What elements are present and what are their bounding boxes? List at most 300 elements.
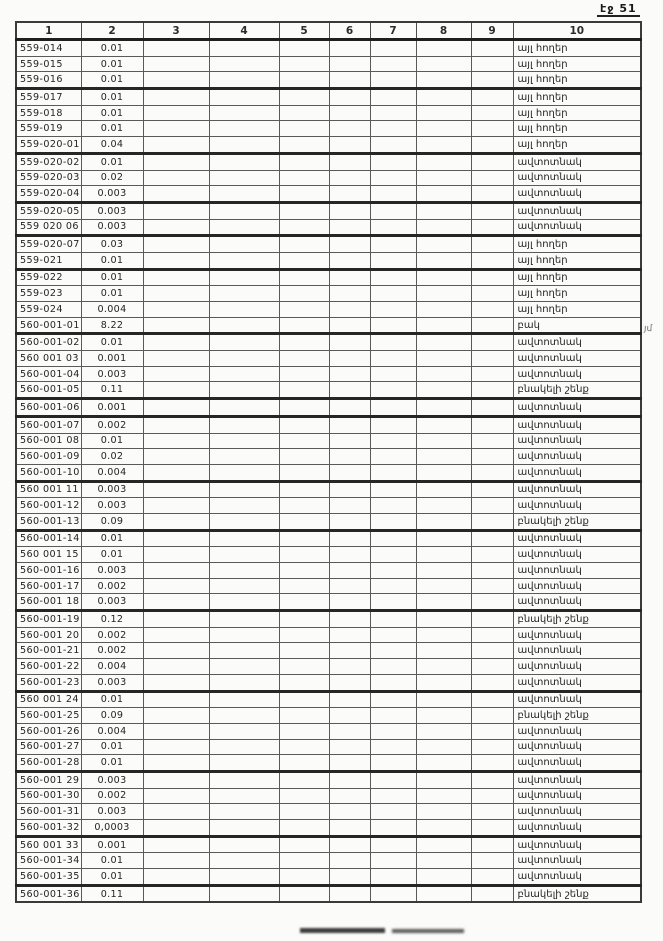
empty-cell	[370, 334, 416, 351]
table-row	[16, 771, 641, 788]
empty-cell	[416, 674, 471, 691]
parcel-code-cell: 560-001-34	[16, 853, 81, 869]
land-use-cell: ավտոտնակ	[513, 498, 641, 514]
empty-cell	[329, 56, 370, 72]
empty-cell	[416, 72, 471, 89]
empty-cell	[370, 317, 416, 334]
column-header-8: 8	[416, 22, 471, 40]
empty-cell	[209, 121, 279, 137]
empty-cell	[471, 643, 513, 659]
empty-cell	[329, 513, 370, 530]
empty-cell	[279, 40, 329, 57]
empty-cell	[329, 399, 370, 417]
empty-cell	[143, 170, 209, 186]
empty-cell	[416, 547, 471, 563]
empty-cell	[209, 739, 279, 755]
empty-cell	[416, 252, 471, 269]
land-use-cell: ավտոտնակ	[513, 739, 641, 755]
empty-cell	[279, 416, 329, 433]
parcel-code-cell: 560 001 11	[16, 481, 81, 498]
empty-cell	[279, 853, 329, 869]
empty-cell	[143, 351, 209, 367]
empty-cell	[471, 755, 513, 772]
empty-cell	[279, 366, 329, 382]
table-row	[16, 317, 641, 334]
empty-cell	[416, 121, 471, 137]
empty-cell	[329, 611, 370, 628]
area-value-cell: 0.02	[81, 449, 143, 465]
area-value-cell: 0.003	[81, 563, 143, 579]
empty-cell	[279, 302, 329, 318]
empty-cell	[209, 416, 279, 433]
parcel-code-cell: 560-001 29	[16, 771, 81, 788]
empty-cell	[329, 286, 370, 302]
land-use-cell: ավտոտնակ	[513, 578, 641, 594]
empty-cell	[143, 885, 209, 902]
table-row	[16, 820, 641, 837]
land-use-cell: բնակելի շենք	[513, 885, 641, 902]
empty-cell	[370, 788, 416, 804]
empty-cell	[279, 643, 329, 659]
empty-cell	[329, 691, 370, 708]
empty-cell	[143, 578, 209, 594]
empty-cell	[416, 351, 471, 367]
empty-cell	[209, 40, 279, 57]
land-use-cell: ավտոտնակ	[513, 804, 641, 820]
parcel-code-cell: 560-001 08	[16, 433, 81, 449]
land-use-cell: ավտոտնակ	[513, 820, 641, 837]
empty-cell	[416, 153, 471, 170]
land-use-cell: ավտոտնակ	[513, 186, 641, 203]
land-use-cell: ավտոտնակ	[513, 219, 641, 236]
column-header-3: 3	[143, 22, 209, 40]
empty-cell	[143, 186, 209, 203]
table-row	[16, 72, 641, 89]
empty-cell	[329, 464, 370, 481]
empty-cell	[143, 530, 209, 547]
empty-cell	[329, 202, 370, 219]
empty-cell	[209, 449, 279, 465]
empty-cell	[329, 121, 370, 137]
empty-cell	[370, 286, 416, 302]
empty-cell	[209, 269, 279, 286]
empty-cell	[143, 643, 209, 659]
empty-cell	[471, 40, 513, 57]
empty-cell	[279, 739, 329, 755]
empty-cell	[416, 382, 471, 399]
empty-cell	[416, 578, 471, 594]
empty-cell	[279, 674, 329, 691]
empty-cell	[209, 89, 279, 106]
empty-cell	[416, 755, 471, 772]
empty-cell	[416, 885, 471, 902]
empty-cell	[416, 563, 471, 579]
parcel-code-cell: 560-001-06	[16, 399, 81, 417]
area-value-cell: 0.001	[81, 399, 143, 417]
empty-cell	[329, 788, 370, 804]
empty-cell	[279, 236, 329, 253]
empty-cell	[143, 804, 209, 820]
empty-cell	[279, 449, 329, 465]
empty-cell	[279, 72, 329, 89]
empty-cell	[209, 433, 279, 449]
empty-cell	[279, 105, 329, 121]
empty-cell	[143, 788, 209, 804]
empty-cell	[279, 804, 329, 820]
empty-cell	[279, 513, 329, 530]
empty-cell	[370, 723, 416, 739]
empty-cell	[143, 659, 209, 675]
empty-cell	[370, 351, 416, 367]
empty-cell	[329, 105, 370, 121]
empty-cell	[370, 40, 416, 57]
empty-cell	[209, 563, 279, 579]
empty-cell	[370, 643, 416, 659]
parcel-code-cell: 559-024	[16, 302, 81, 318]
table-row	[16, 286, 641, 302]
land-use-cell: ավտոտնակ	[513, 627, 641, 643]
empty-cell	[471, 105, 513, 121]
land-use-cell: այլ հողեր	[513, 302, 641, 318]
parcel-code-cell: 560-001-01	[16, 317, 81, 334]
empty-cell	[209, 334, 279, 351]
parcel-code-cell: 559-020-05	[16, 202, 81, 219]
empty-cell	[279, 170, 329, 186]
empty-cell	[143, 611, 209, 628]
empty-cell	[143, 853, 209, 869]
empty-cell	[370, 105, 416, 121]
empty-cell	[471, 302, 513, 318]
column-header-5: 5	[279, 22, 329, 40]
empty-cell	[370, 547, 416, 563]
empty-cell	[279, 578, 329, 594]
empty-cell	[209, 836, 279, 853]
table-row	[16, 121, 641, 137]
parcel-code-cell: 560-001-23	[16, 674, 81, 691]
area-value-cell: 0.01	[81, 869, 143, 886]
table-row	[16, 351, 641, 367]
empty-cell	[370, 739, 416, 755]
table-row	[16, 202, 641, 219]
empty-cell	[416, 869, 471, 886]
empty-cell	[416, 56, 471, 72]
land-use-cell: ավտոտնակ	[513, 788, 641, 804]
parcel-code-cell: 559-014	[16, 40, 81, 57]
empty-cell	[416, 105, 471, 121]
empty-cell	[471, 186, 513, 203]
empty-cell	[329, 449, 370, 465]
empty-cell	[416, 236, 471, 253]
empty-cell	[279, 869, 329, 886]
empty-cell	[279, 885, 329, 902]
empty-cell	[143, 869, 209, 886]
empty-cell	[209, 708, 279, 724]
area-value-cell: 0.002	[81, 627, 143, 643]
empty-cell	[471, 481, 513, 498]
empty-cell	[143, 771, 209, 788]
empty-cell	[329, 153, 370, 170]
empty-cell	[370, 578, 416, 594]
empty-cell	[329, 836, 370, 853]
empty-cell	[279, 788, 329, 804]
empty-cell	[279, 563, 329, 579]
land-use-cell: ավտոտնակ	[513, 366, 641, 382]
empty-cell	[279, 269, 329, 286]
land-use-cell: ավտոտնակ	[513, 723, 641, 739]
empty-cell	[370, 269, 416, 286]
table-row	[16, 399, 641, 417]
parcel-code-cell: 560-001-04	[16, 366, 81, 382]
land-use-cell: բնակելի շենք	[513, 611, 641, 628]
land-use-cell: ավտոտնակ	[513, 836, 641, 853]
empty-cell	[209, 105, 279, 121]
empty-cell	[209, 627, 279, 643]
column-header-7: 7	[370, 22, 416, 40]
empty-cell	[416, 186, 471, 203]
empty-cell	[471, 804, 513, 820]
empty-cell	[279, 317, 329, 334]
empty-cell	[209, 547, 279, 563]
area-value-cell: 0.003	[81, 498, 143, 514]
empty-cell	[416, 853, 471, 869]
empty-cell	[143, 627, 209, 643]
area-value-cell: 0.01	[81, 739, 143, 755]
empty-cell	[471, 885, 513, 902]
empty-cell	[329, 498, 370, 514]
empty-cell	[209, 723, 279, 739]
empty-cell	[143, 498, 209, 514]
land-use-cell: այլ հողեր	[513, 286, 641, 302]
area-value-cell: 0.01	[81, 755, 143, 772]
parcel-code-cell: 560-001-09	[16, 449, 81, 465]
land-use-cell: բնակելի շենք	[513, 382, 641, 399]
empty-cell	[279, 594, 329, 611]
empty-cell	[471, 708, 513, 724]
table-row	[16, 643, 641, 659]
parcel-code-cell: 560-001-32	[16, 820, 81, 837]
empty-cell	[143, 382, 209, 399]
empty-cell	[416, 836, 471, 853]
empty-cell	[329, 563, 370, 579]
area-value-cell: 0.003	[81, 202, 143, 219]
scan-smudge	[392, 929, 464, 933]
empty-cell	[416, 708, 471, 724]
empty-cell	[471, 366, 513, 382]
empty-cell	[279, 334, 329, 351]
table-row	[16, 334, 641, 351]
empty-cell	[471, 449, 513, 465]
empty-cell	[279, 708, 329, 724]
empty-cell	[370, 202, 416, 219]
empty-cell	[209, 481, 279, 498]
empty-cell	[416, 399, 471, 417]
empty-cell	[209, 317, 279, 334]
empty-cell	[416, 804, 471, 820]
parcel-code-cell: 560-001-30	[16, 788, 81, 804]
parcel-code-cell: 559-018	[16, 105, 81, 121]
empty-cell	[471, 547, 513, 563]
parcel-code-cell: 560-001-10	[16, 464, 81, 481]
land-use-cell: ավտոտնակ	[513, 416, 641, 433]
table-row	[16, 89, 641, 106]
empty-cell	[143, 121, 209, 137]
empty-cell	[471, 578, 513, 594]
empty-cell	[279, 56, 329, 72]
empty-cell	[329, 351, 370, 367]
area-value-cell: 0.01	[81, 853, 143, 869]
empty-cell	[279, 351, 329, 367]
empty-cell	[416, 627, 471, 643]
empty-cell	[143, 449, 209, 465]
parcel-code-cell: 559 020 06	[16, 219, 81, 236]
empty-cell	[416, 137, 471, 154]
table-row	[16, 464, 641, 481]
empty-cell	[370, 771, 416, 788]
column-header-9: 9	[471, 22, 513, 40]
parcel-code-cell: 559-022	[16, 269, 81, 286]
parcel-code-cell: 559-017	[16, 89, 81, 106]
empty-cell	[209, 853, 279, 869]
empty-cell	[471, 56, 513, 72]
empty-cell	[416, 723, 471, 739]
empty-cell	[279, 498, 329, 514]
area-value-cell: 0.01	[81, 433, 143, 449]
empty-cell	[370, 302, 416, 318]
empty-cell	[370, 820, 416, 837]
land-use-cell: բնակելի շենք	[513, 708, 641, 724]
empty-cell	[471, 674, 513, 691]
empty-cell	[209, 611, 279, 628]
table-row	[16, 869, 641, 886]
table-row	[16, 236, 641, 253]
empty-cell	[370, 170, 416, 186]
empty-cell	[209, 399, 279, 417]
empty-cell	[471, 170, 513, 186]
area-value-cell: 0.004	[81, 659, 143, 675]
area-value-cell: 0.01	[81, 56, 143, 72]
empty-cell	[416, 481, 471, 498]
parcel-code-cell: 559-020-01	[16, 137, 81, 154]
empty-cell	[471, 153, 513, 170]
table-row	[16, 804, 641, 820]
area-value-cell: 0.09	[81, 708, 143, 724]
table-row	[16, 530, 641, 547]
empty-cell	[279, 836, 329, 853]
table-row	[16, 269, 641, 286]
empty-cell	[209, 137, 279, 154]
area-value-cell: 0.003	[81, 804, 143, 820]
empty-cell	[370, 627, 416, 643]
land-use-cell: ավտոտնակ	[513, 481, 641, 498]
empty-cell	[279, 611, 329, 628]
land-use-cell: ավտոտնակ	[513, 771, 641, 788]
empty-cell	[370, 498, 416, 514]
column-header-2: 2	[81, 22, 143, 40]
table-row	[16, 416, 641, 433]
empty-cell	[209, 594, 279, 611]
table-row	[16, 513, 641, 530]
empty-cell	[329, 869, 370, 886]
area-value-cell: 0.02	[81, 170, 143, 186]
table-row	[16, 449, 641, 465]
empty-cell	[471, 627, 513, 643]
empty-cell	[370, 594, 416, 611]
empty-cell	[370, 433, 416, 449]
area-value-cell: 0.01	[81, 153, 143, 170]
empty-cell	[143, 56, 209, 72]
empty-cell	[329, 885, 370, 902]
parcel-code-cell: 560 001 03	[16, 351, 81, 367]
table-row	[16, 170, 641, 186]
area-value-cell: 0.003	[81, 771, 143, 788]
parcel-code-cell: 560-001 18	[16, 594, 81, 611]
empty-cell	[209, 464, 279, 481]
empty-cell	[416, 739, 471, 755]
parcel-code-cell: 559-016	[16, 72, 81, 89]
empty-cell	[209, 659, 279, 675]
empty-cell	[329, 382, 370, 399]
empty-cell	[416, 659, 471, 675]
empty-cell	[471, 611, 513, 628]
land-use-cell: ավտոտնակ	[513, 170, 641, 186]
empty-cell	[471, 137, 513, 154]
area-value-cell: 0.004	[81, 723, 143, 739]
area-value-cell: 0.002	[81, 788, 143, 804]
area-value-cell: 0.001	[81, 836, 143, 853]
empty-cell	[471, 72, 513, 89]
table-row	[16, 547, 641, 563]
empty-cell	[329, 578, 370, 594]
land-use-cell: ավտոտնակ	[513, 563, 641, 579]
empty-cell	[471, 771, 513, 788]
empty-cell	[209, 788, 279, 804]
land-use-cell: ավտոտնակ	[513, 594, 641, 611]
empty-cell	[416, 219, 471, 236]
table-row	[16, 691, 641, 708]
land-use-cell: ավտոտնակ	[513, 530, 641, 547]
parcel-code-cell: 560-001-02	[16, 334, 81, 351]
parcel-code-cell: 560-001-22	[16, 659, 81, 675]
land-use-cell: ավտոտնակ	[513, 547, 641, 563]
empty-cell	[329, 771, 370, 788]
empty-cell	[143, 836, 209, 853]
empty-cell	[416, 498, 471, 514]
land-parcel-table	[15, 21, 642, 903]
land-use-cell: ավտոտնակ	[513, 202, 641, 219]
empty-cell	[329, 72, 370, 89]
empty-cell	[279, 820, 329, 837]
empty-cell	[279, 202, 329, 219]
table-row	[16, 853, 641, 869]
empty-cell	[370, 366, 416, 382]
parcel-code-cell: 559-020-04	[16, 186, 81, 203]
land-use-cell: այլ հողեր	[513, 252, 641, 269]
table-row	[16, 594, 641, 611]
empty-cell	[471, 498, 513, 514]
empty-cell	[416, 449, 471, 465]
empty-cell	[209, 691, 279, 708]
table-row	[16, 755, 641, 772]
table-row	[16, 137, 641, 154]
page-number-label: էջ 51	[597, 2, 640, 17]
area-value-cell: 0.12	[81, 611, 143, 628]
empty-cell	[471, 869, 513, 886]
empty-cell	[329, 594, 370, 611]
parcel-code-cell: 560-001-07	[16, 416, 81, 433]
empty-cell	[471, 269, 513, 286]
land-use-cell: այլ հողեր	[513, 236, 641, 253]
empty-cell	[143, 153, 209, 170]
